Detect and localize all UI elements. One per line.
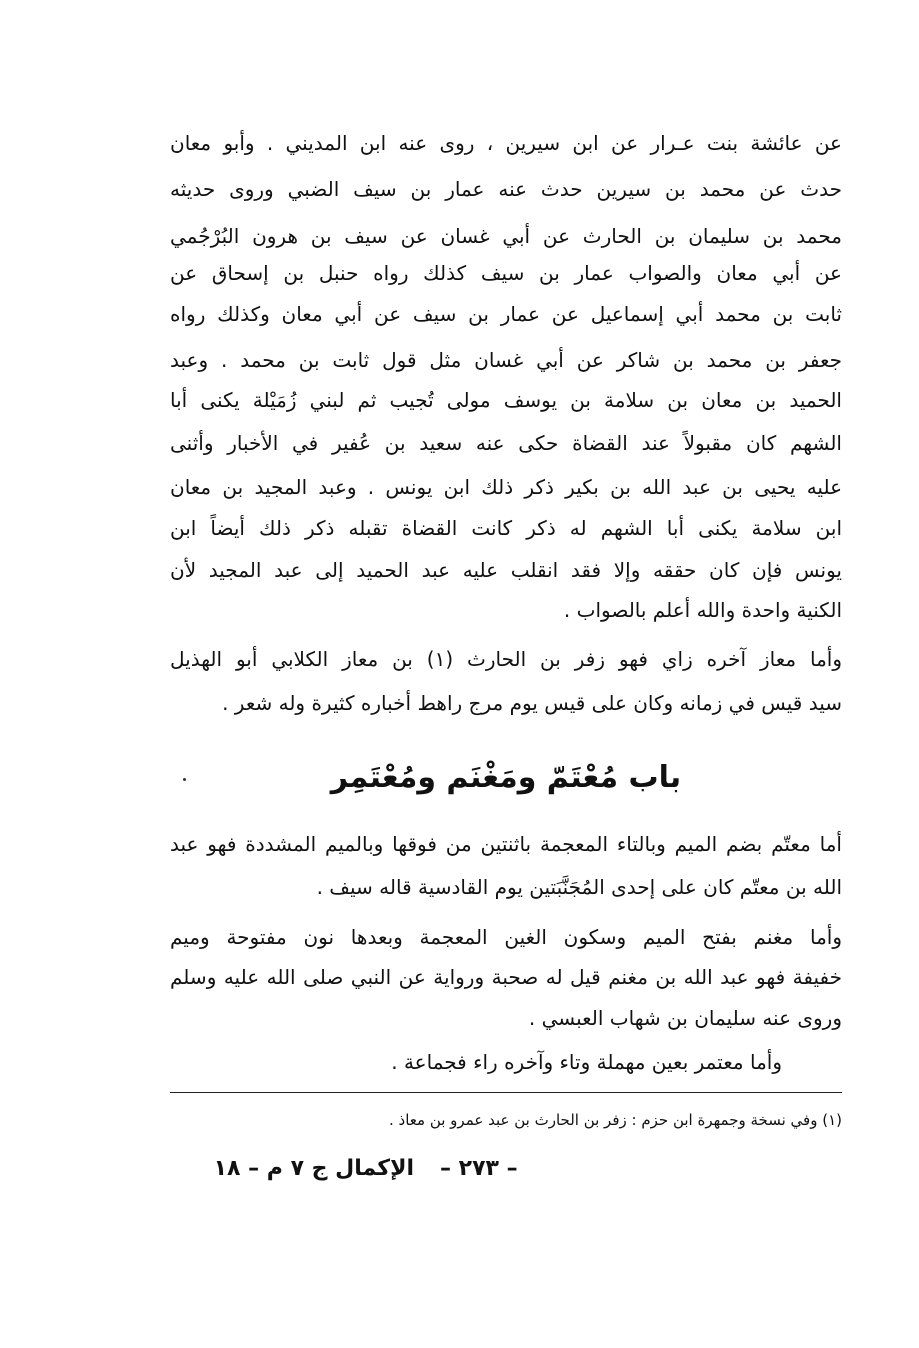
text-line: سيد قيس في زمانه وكان على قيس يوم مرج راهط أخباره كثيرة وله شعر . xyxy=(222,691,842,715)
text-line: وروى عنه سليمان بن شهاب العبسي . xyxy=(528,1006,842,1030)
text-line: الكنية واحدة والله أعلم بالصواب . xyxy=(563,598,842,622)
text-line: محمد بن سليمان بن الحارث عن أبي غسان عن سيف بن هرون البُرْجُمي xyxy=(170,224,842,248)
text-line: وأما معاز آخره زاي فهو زفر بن الحارث (١) بن معاز الكلابي أبو الهذيل xyxy=(170,647,842,671)
text-line: عن عائشة بنت عـرار عن ابن سيرين ، روى عنه ابن المديني . وأبو معان xyxy=(170,131,842,155)
footnote-divider xyxy=(170,1092,842,1093)
text-line: أما معتّم بضم الميم وبالتاء المعجمة باثنتين من فوقها وبالميم المشددة فهو عبد xyxy=(170,832,842,856)
text-line: يونس فإن كان حققه وإلا فقد انقلب عليه عبد الحميد إلى عبد المجيد لأن xyxy=(170,558,842,582)
text-line: عليه يحيى بن عبد الله بن بكير ذكر ذلك ابن يونس . وعبد المجيد بن معان xyxy=(170,475,842,499)
signature-mark: الإكمال ج ٧ م – ١٨ xyxy=(213,1156,414,1181)
text-line: ثابت بن محمد أبي إسماعيل عن عمار بن سيف عن أبي معان وكذلك رواه xyxy=(170,302,842,326)
text-line: الحميد بن معان بن سلامة بن يوسف مولى تُجيب ثم لبني زُمَيْلة يكنى أبا xyxy=(170,388,842,412)
text-line: وأما مغنم بفتح الميم وسكون الغين المعجمة وبعدها نون مفتوحة وميم xyxy=(170,925,842,949)
text-line: وأما معتمر بعين مهملة وتاء وآخره راء فجماعة . xyxy=(391,1050,782,1074)
text-line: ابن سلامة يكنى أبا الشهم له ذكر كانت القضاة تقبله ذكر ذلك أيضاً ابن xyxy=(170,516,842,540)
text-line: الله بن معتّم كان على إحدى المُجَنَّبَتين يوم القادسية قاله سيف . xyxy=(316,875,842,899)
text-line: عن أبي معان والصواب عمار بن سيف كذلك رواه حنبل بن إسحاق عن xyxy=(170,261,842,285)
footnote: (١) وفي نسخة وجمهرة ابن حزم : زفر بن الحارث بن عبد عمرو بن معاذ . xyxy=(389,1111,842,1129)
text-line: جعفر بن محمد بن شاكر عن أبي غسان مثل قول ثابت بن محمد . وعبد xyxy=(170,348,842,372)
text-line: الشهم كان مقبولاً عند القضاة حكى عنه سعيد بن عُفير في الأخبار وأثنى xyxy=(170,431,842,455)
page-number: – ٢٧٣ – xyxy=(440,1156,518,1181)
section-heading: باب مُعْتَمّ ومَغْنَم ومُعْتَمِر xyxy=(330,760,682,795)
text-line: خفيفة فهو عبد الله بن مغنم قيل له صحبة ورواية عن النبي صلى الله عليه وسلم xyxy=(170,965,842,989)
text-line: حدث عن محمد بن سيرين حدث عنه عمار بن سيف الضبي وروى حديثه xyxy=(170,177,842,201)
